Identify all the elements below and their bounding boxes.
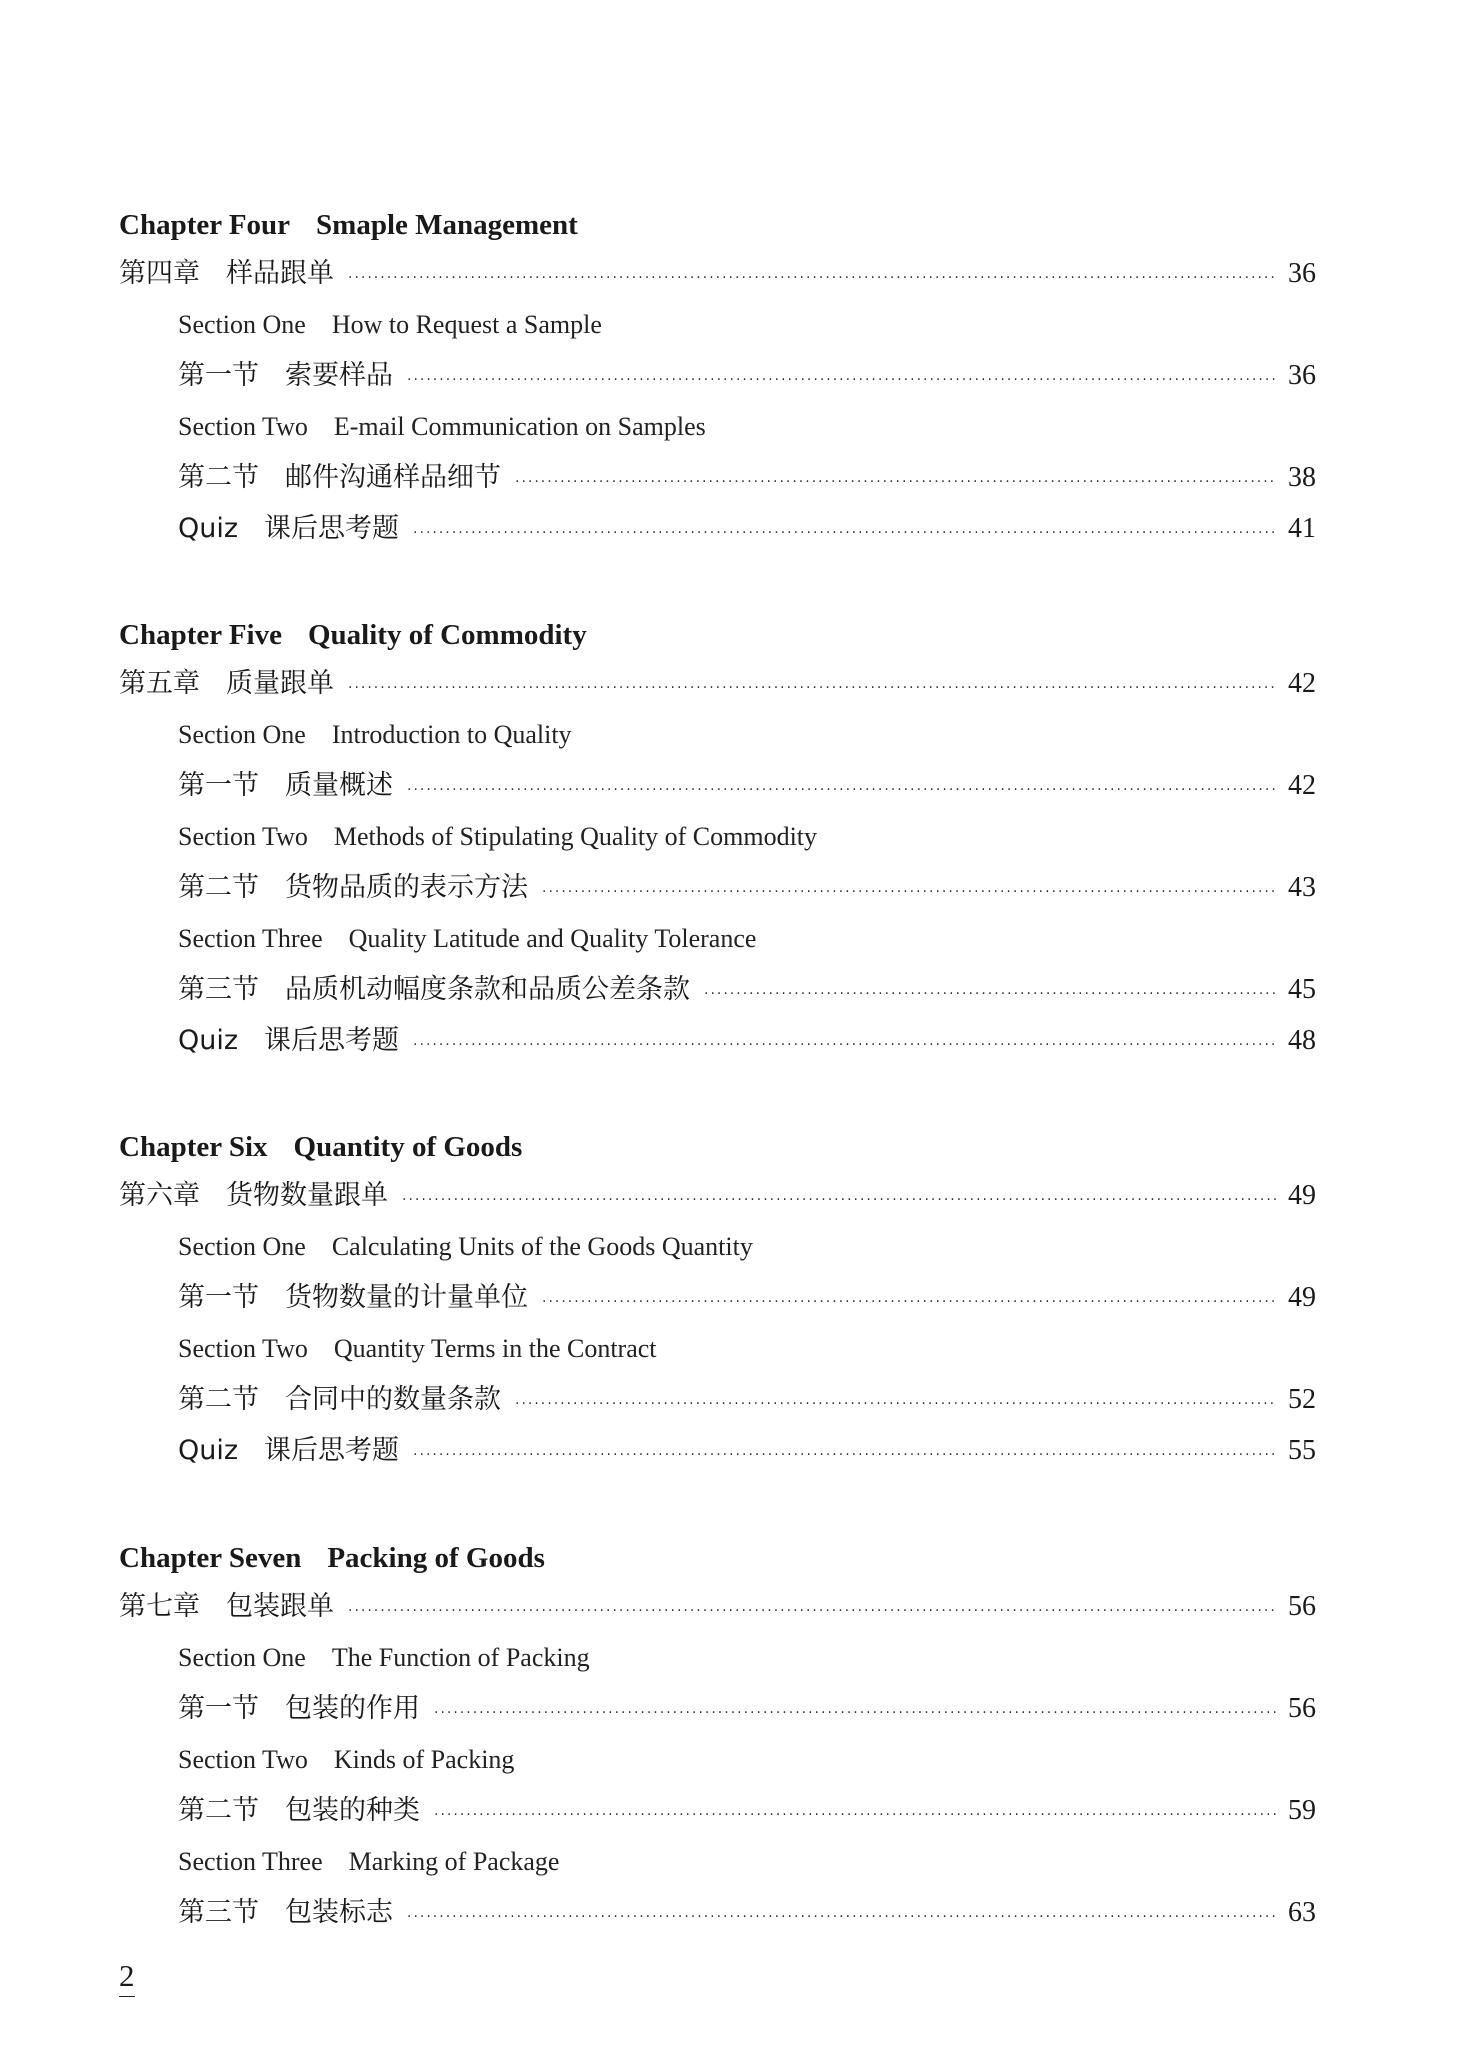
chapter-number: Chapter Seven [119,1542,302,1574]
toc-entry-quiz-label [178,1023,399,1059]
chapter-cn-number: 第五章 [119,668,200,699]
dot-leader [413,1437,1276,1473]
section-cn-name: 索要样品 [285,360,393,391]
toc-entry-chapter-page: 56 [1288,1591,1316,1622]
toc-entry-section-page: 59 [1288,1795,1316,1826]
dot-leader [407,772,1276,808]
toc-entry-chapter[interactable] [119,1178,1316,1214]
toc-entry-section-page: 52 [1288,1384,1316,1415]
section-en-title [178,820,817,854]
section-en-prefix: Section One [178,1232,306,1261]
section-cn-prefix: 第三节 [178,974,259,1005]
section-en-name: How to Request a Sample [331,310,602,339]
toc-entry-section[interactable] [178,870,1316,906]
chapter-number: Chapter Six [119,1131,268,1163]
dot-leader [402,1182,1276,1218]
toc-entry-chapter-label [119,256,334,292]
section-en-title [178,922,756,956]
section-en-name: Methods of Stipulating Quality of Commodity [333,822,818,851]
quiz-label: Quiz [178,1435,239,1466]
quiz-cn-title: 课后思考题 [264,513,400,544]
dot-leader [515,464,1276,500]
toc-entry-chapter-page: 42 [1288,668,1316,699]
chapter-name: Quantity of Goods [293,1131,523,1163]
quiz-cn-title: 课后思考题 [264,1435,400,1466]
chapter-cn-name: 质量跟单 [226,668,334,699]
section-en-prefix: Section Two [178,1745,308,1774]
toc-entry-quiz-page: 55 [1288,1435,1316,1466]
toc-entry-quiz-page: 41 [1288,513,1316,544]
toc-entry-section[interactable] [178,1691,1316,1727]
toc-entry-section-page: 49 [1288,1282,1316,1313]
chapter-name: Smaple Management [316,209,578,241]
toc-entry-section[interactable] [178,972,1316,1008]
section-en-name: Marking of Package [348,1847,560,1876]
dot-leader [434,1695,1276,1731]
section-en-title [178,410,706,444]
section-en-name: Quantity Terms in the Contract [333,1334,657,1363]
toc-entry-quiz-label [178,1433,399,1469]
chapter-title [119,1541,545,1575]
toc-entry-section-page: 63 [1288,1897,1316,1928]
toc-entry-section[interactable] [178,768,1316,804]
section-cn-name: 质量概述 [285,770,393,801]
toc-entry-section[interactable] [178,358,1316,394]
chapter-title [119,208,578,242]
toc-entry-chapter[interactable] [119,666,1316,702]
section-en-prefix: Section Three [178,924,323,953]
section-cn-name: 邮件沟通样品细节 [285,462,501,493]
toc-entry-section-page: 36 [1288,360,1316,391]
section-cn-name: 货物数量的计量单位 [285,1282,528,1313]
section-cn-prefix: 第二节 [178,872,259,903]
toc-entry-quiz[interactable] [178,511,1316,547]
toc-entry-section-label [178,1691,420,1727]
section-cn-name: 包装的种类 [285,1795,420,1826]
section-cn-name: 货物品质的表示方法 [285,872,528,903]
dot-leader [413,1027,1276,1063]
toc-entry-section-page: 43 [1288,872,1316,903]
dot-leader [348,1593,1276,1629]
section-en-prefix: Section One [178,310,306,339]
dot-leader [542,1284,1276,1320]
section-cn-prefix: 第一节 [178,770,259,801]
toc-entry-section-label [178,972,690,1008]
toc-entry-section-page: 56 [1288,1693,1316,1724]
toc-entry-section-label [178,1895,393,1931]
toc-entry-chapter-page: 36 [1288,258,1316,289]
toc-entry-section-label [178,1793,420,1829]
section-cn-prefix: 第三节 [178,1897,259,1928]
section-cn-prefix: 第一节 [178,1282,259,1313]
section-cn-prefix: 第一节 [178,360,259,391]
dot-leader [704,976,1276,1012]
section-en-name: Quality Latitude and Quality Tolerance [348,924,757,953]
section-en-name: Calculating Units of the Goods Quantity [331,1232,753,1261]
section-cn-prefix: 第一节 [178,1693,259,1724]
page-number: 2 [119,1958,135,1997]
toc-entry-quiz-label [178,511,399,547]
section-cn-prefix: 第二节 [178,1384,259,1415]
toc-entry-section[interactable] [178,1382,1316,1418]
dot-leader [515,1386,1276,1422]
toc-entry-section-page: 45 [1288,974,1316,1005]
section-en-prefix: Section One [178,1643,306,1672]
section-en-title [178,308,602,342]
chapter-cn-name: 包装跟单 [226,1591,334,1622]
section-en-title [178,718,572,752]
quiz-label: Quiz [178,1025,239,1056]
section-en-title [178,1845,559,1879]
toc-entry-section-label [178,358,393,394]
chapter-number: Chapter Four [119,209,291,241]
section-en-prefix: Section One [178,720,306,749]
toc-entry-chapter-page: 49 [1288,1180,1316,1211]
chapter-cn-number: 第七章 [119,1591,200,1622]
chapter-title [119,618,587,652]
section-cn-prefix: 第二节 [178,462,259,493]
toc-entry-section[interactable] [178,1280,1316,1316]
dot-leader [413,515,1276,551]
toc-entry-chapter[interactable] [119,1589,1316,1625]
dot-leader [348,670,1276,706]
section-en-name: Kinds of Packing [333,1745,515,1774]
chapter-title [119,1130,522,1164]
dot-leader [434,1797,1276,1833]
quiz-label: Quiz [178,513,239,544]
toc-entry-section-label [178,768,393,804]
toc-entry-chapter-label [119,1589,334,1625]
chapter-cn-number: 第六章 [119,1180,200,1211]
section-cn-name: 合同中的数量条款 [285,1384,501,1415]
chapter-name: Quality of Commodity [307,619,587,651]
section-en-name: Introduction to Quality [331,720,572,749]
dot-leader [407,362,1276,398]
section-en-prefix: Section Three [178,1847,323,1876]
toc-entry-section[interactable] [178,1895,1316,1931]
chapter-cn-number: 第四章 [119,258,200,289]
section-en-prefix: Section Two [178,412,308,441]
chapter-cn-name: 货物数量跟单 [226,1180,388,1211]
section-en-prefix: Section Two [178,1334,308,1363]
section-en-name: The Function of Packing [331,1643,590,1672]
toc-entry-chapter-label [119,666,334,702]
section-cn-name: 包装标志 [285,1897,393,1928]
toc-entry-quiz[interactable] [178,1023,1316,1059]
section-en-prefix: Section Two [178,822,308,851]
dot-leader [407,1899,1276,1935]
section-cn-prefix: 第二节 [178,1795,259,1826]
toc-entry-chapter[interactable] [119,256,1316,292]
toc-entry-section-label [178,1382,501,1418]
quiz-cn-title: 课后思考题 [264,1025,400,1056]
toc-entry-section[interactable] [178,1793,1316,1829]
dot-leader [542,874,1276,910]
toc-entry-quiz-page: 48 [1288,1025,1316,1056]
toc-entry-section-page: 42 [1288,770,1316,801]
chapter-name: Packing of Goods [327,1542,545,1574]
section-en-title [178,1641,590,1675]
toc-entry-quiz[interactable] [178,1433,1316,1469]
section-en-title [178,1743,514,1777]
toc-entry-section-label [178,1280,528,1316]
toc-entry-chapter-label [119,1178,388,1214]
toc-entry-section-label [178,460,501,496]
toc-entry-section-page: 38 [1288,462,1316,493]
section-en-title [178,1332,657,1366]
chapter-number: Chapter Five [119,619,282,651]
chapter-cn-name: 样品跟单 [226,258,334,289]
section-en-name: E-mail Communication on Samples [333,412,706,441]
dot-leader [348,260,1276,296]
toc-entry-section[interactable] [178,460,1316,496]
section-cn-name: 品质机动幅度条款和品质公差条款 [285,974,690,1005]
section-en-title [178,1230,753,1264]
section-cn-name: 包装的作用 [285,1693,420,1724]
toc-entry-section-label [178,870,528,906]
